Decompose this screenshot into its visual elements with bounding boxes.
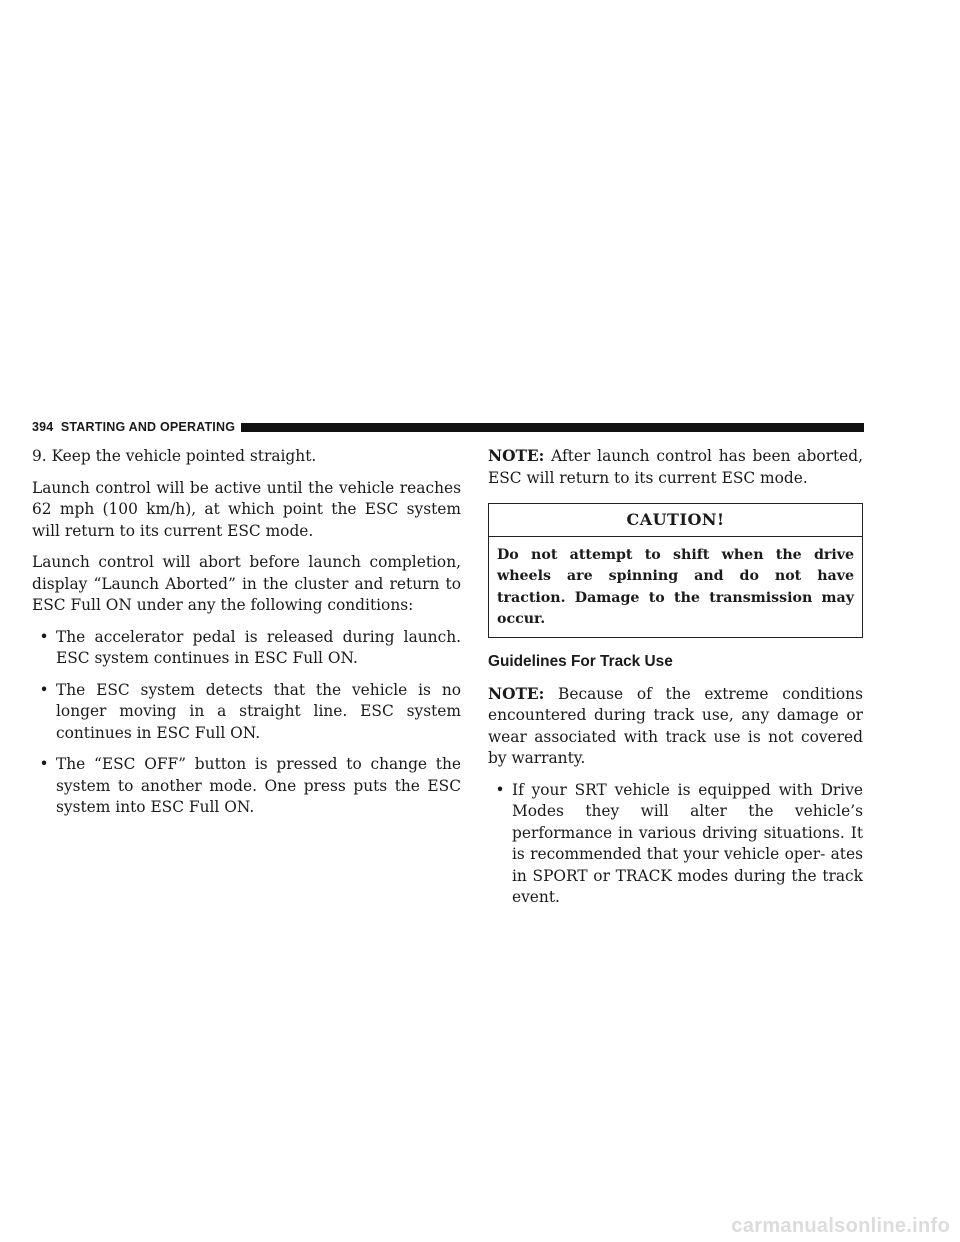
list-item bbox=[32, 680, 461, 745]
bullet-icon: • bbox=[39, 755, 49, 773]
note-text: Because of the extreme conditions encountered during track use, any damage or wear associated with track use is not covered by warranty. bbox=[488, 684, 863, 767]
bullet-icon: • bbox=[39, 680, 49, 699]
paragraph-launch-abort: Launch control will abort before launch completion, display “Launch Aborted” in the cluster and return to ESC Full ON under any the following conditions: bbox=[32, 553, 461, 614]
note-warranty bbox=[488, 684, 863, 770]
list-item bbox=[32, 627, 461, 670]
section-heading-track-use: Guidelines For Track Use bbox=[488, 652, 673, 670]
list-item-text: The ESC system detects that the vehicle is no longer moving in a straight line. ESC system continues in ESC Full ON. bbox=[56, 680, 461, 742]
header-rule bbox=[241, 423, 864, 432]
right-column bbox=[488, 446, 863, 919]
bullet-icon: • bbox=[39, 627, 49, 646]
note-launch-aborted bbox=[488, 446, 863, 489]
note-text: After launch control has been aborted, ESC will return to its current ESC mode. bbox=[488, 447, 863, 487]
step-9: 9. Keep the vehicle pointed straight. bbox=[32, 447, 317, 465]
page-number: 394 bbox=[32, 420, 54, 434]
left-column bbox=[32, 446, 461, 829]
note-label: NOTE: bbox=[488, 684, 545, 703]
watermark: carmanualsonline.info bbox=[731, 1215, 950, 1237]
bullet-icon: • bbox=[495, 780, 505, 799]
list-item-text: The “ESC OFF” button is pressed to change the system to another mode. One press puts the ESC system into ESC Full ON. bbox=[56, 755, 461, 816]
caution-box bbox=[488, 503, 863, 638]
paragraph-launch-active: Launch control will be active until the vehicle reaches 62 mph (100 km/h), at which point the ESC system will return to its current ESC mode. bbox=[32, 478, 461, 540]
caution-title: CAUTION! bbox=[489, 504, 862, 537]
page-header bbox=[32, 420, 864, 434]
list-item bbox=[488, 780, 863, 909]
note-label: NOTE: bbox=[488, 447, 545, 465]
caution-text: Do not attempt to shift when the drive wheels are spinning and do not have traction. Damage to the transmission may occur. bbox=[497, 546, 854, 627]
list-item-text: If your SRT vehicle is equipped with Drive Modes they will alter the vehicle’s performance in various driving situations. It is recommended that your vehicle oper- ates in SPORT or TRACK modes during the track event. bbox=[512, 780, 863, 906]
section-title: STARTING AND OPERATING bbox=[60, 420, 236, 434]
list-item-text: The accelerator pedal is released during launch. ESC system continues in ESC Full ON. bbox=[56, 627, 461, 667]
page-header-label bbox=[32, 420, 241, 434]
list-item bbox=[32, 754, 461, 819]
